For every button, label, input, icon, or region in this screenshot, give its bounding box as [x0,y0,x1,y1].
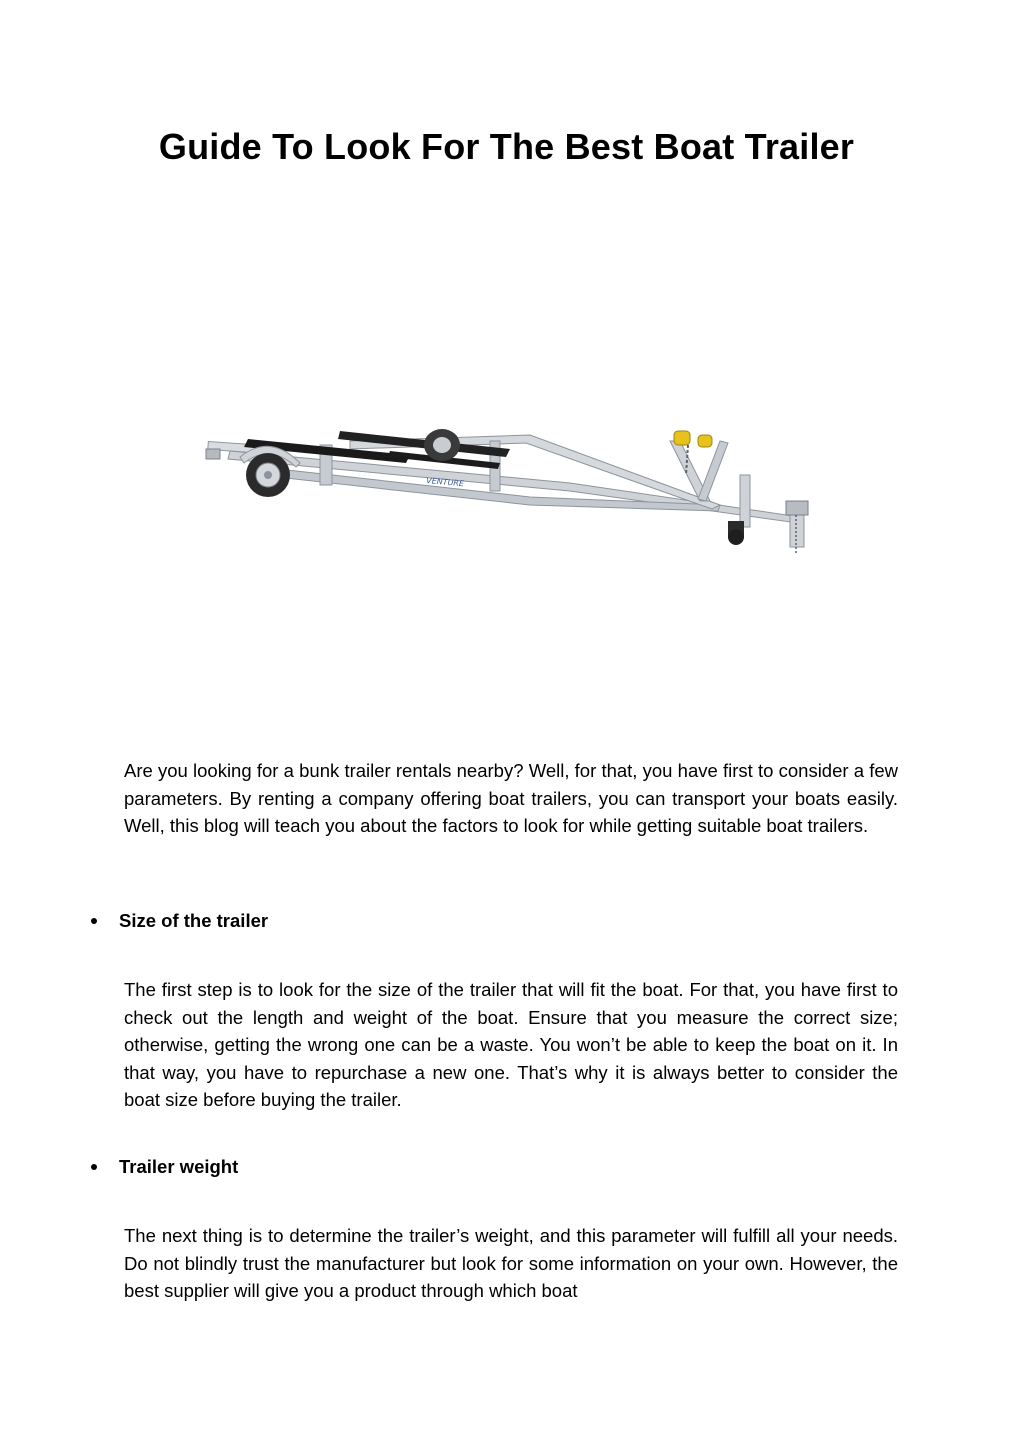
bullet-size-of-trailer [90,907,268,935]
intro-text-start: Are you looking for a [124,760,300,781]
bunk-trailer-link[interactable]: bunk trailer rentals [299,760,452,781]
section-paragraph: The first step is to look for the size of the trailer that will fit the boat. For that, you have first to check out the length and weight of the boat. Ensure that you measure the correct size; otherwise, getting the wrong one can be a waste. You won’t be able to keep the boat on it. In that way, you have to repurchase a new one. That’s why it is always better to consider the boat size before buying the trailer. [124,979,898,1110]
bullet-trailer-weight [90,1153,238,1181]
section-heading: Size of the trailer [119,910,269,931]
page-title: Guide To Look For The Best Boat Trailer [158,126,855,167]
boat-trailer-icon [200,405,825,565]
section-paragraph: The next thing is to determine the trailer’s weight, and this parameter will fulfill all your needs. Do not blindly trust the manufacturer but look for some information on your own. However, the best supplier will give you a product through which boat [124,1225,898,1301]
intro-text-end: nearby? Well, for that, you have first to consider a few parameters. By renting a company offering boat trailers, you can transport your boats easily. Well, this blog will teach you about the factors to look for while getting suitable boat trailers. [124,760,899,836]
section-heading: Trailer weight [119,1156,239,1177]
intro-paragraph [124,757,898,840]
bullet-dot-icon [91,918,97,924]
brand-decal: VENTURE [425,476,465,489]
bullet-dot-icon [91,1164,97,1170]
